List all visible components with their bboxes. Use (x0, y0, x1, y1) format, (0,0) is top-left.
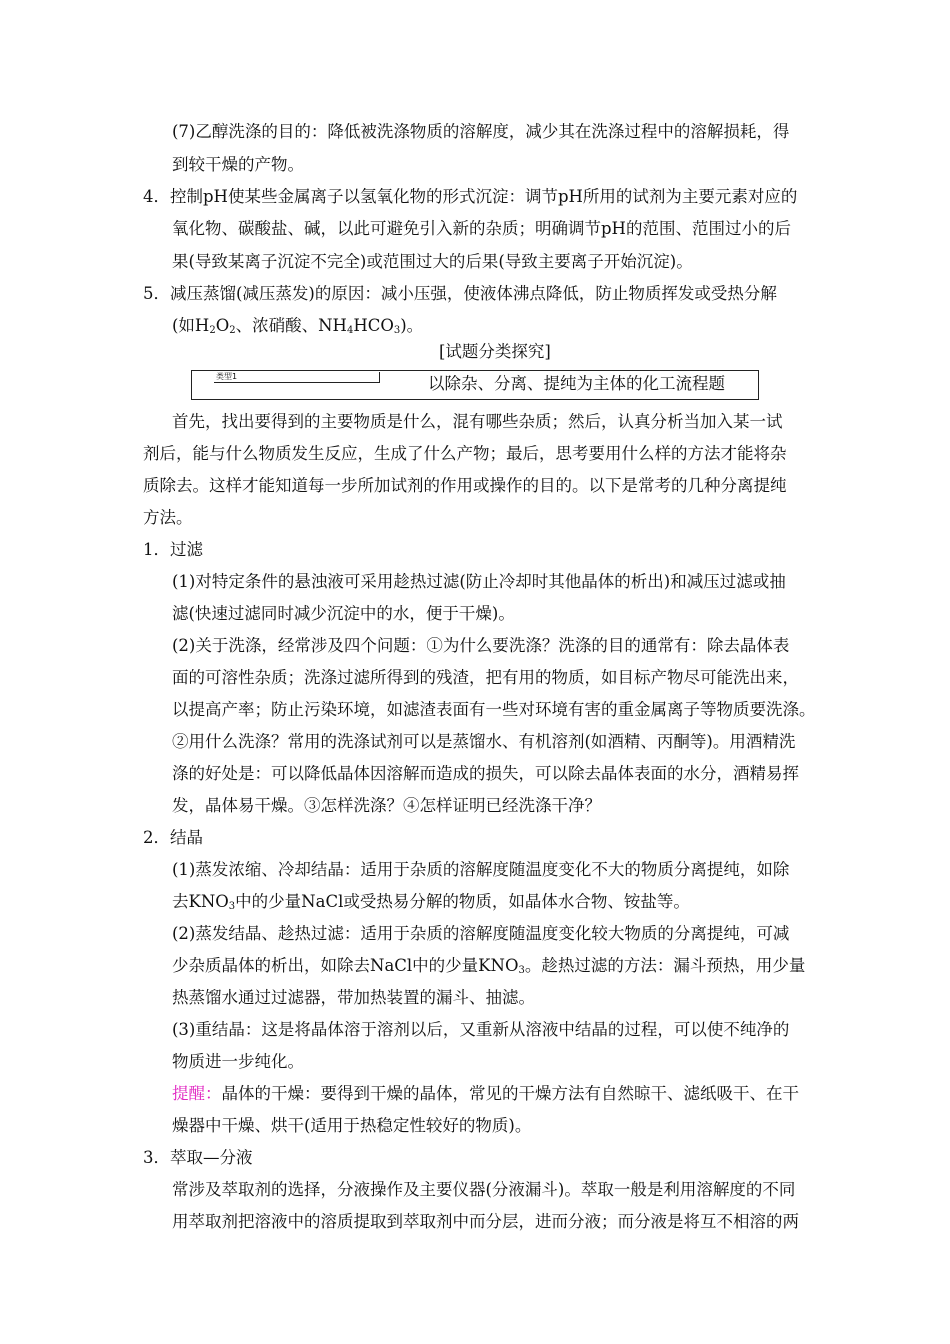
text-line: 用萃取剂把溶液中的溶质提取到萃取剂中而分层，进而分液；而分液是将互不相溶的两 (172, 1212, 799, 1231)
text-line: 物质进一步纯化。 (172, 1052, 304, 1071)
text-line: 3．萃取—分液 (143, 1148, 253, 1167)
text-line: 到较干燥的产物。 (172, 155, 304, 174)
text-line: 2．结晶 (143, 828, 203, 847)
text-line: 滤(快速过滤同时减少沉淀中的水，便于干燥)。 (172, 604, 515, 623)
text-line: (3)重结晶：这是将晶体溶于溶剂以后，又重新从溶液中结晶的过程，可以使不纯净的 (172, 1020, 790, 1039)
text-line: 常涉及萃取剂的选择，分液操作及主要仪器(分液漏斗)。萃取一般是利用溶解度的不同 (172, 1180, 796, 1199)
text-line: 面的可溶性杂质；洗涤过滤所得到的残渣，把有用的物质，如目标产物尽可能洗出来， (172, 668, 799, 687)
text-line: 涤的好处是：可以降低晶体因溶解而造成的损失，可以除去晶体表面的水分，酒精易挥 (172, 764, 799, 783)
text-line: 果(导致某离子沉淀不完全)或范围过大的后果(导致主要离子开始沉淀)。 (172, 252, 693, 271)
type-tag: 类型1 (214, 372, 380, 383)
text-line: 热蒸馏水通过过滤器，带加热装置的漏斗、抽滤。 (172, 988, 535, 1007)
text-line-vacuum-examples: (如$H_2O_2$、浓硝酸、$NH_4HCO_3$)。 (172, 316, 424, 336)
text-line: 以提高产率；防止污染环境，如滤渣表面有一些对环境有害的重金属离子等物质要洗涤。 (172, 700, 816, 719)
text-line-reminder: 提醒：晶体的干燥：要得到干燥的晶体，常见的干燥方法有自然晾干、滤纸吸干、在干 (172, 1084, 799, 1103)
text-line: 方法。 (143, 508, 193, 527)
text-line: (1)蒸发浓缩、冷却结晶：适用于杂质的溶解度随温度变化不大的物质分离提纯，如除 (172, 860, 790, 879)
text-line: 质除去。这样才能知道每一步所加试剂的作用或操作的目的。以下是常考的几种分离提纯 (143, 476, 787, 495)
text-line: 5．减压蒸馏(减压蒸发)的原因：减小压强，使液体沸点降低，防止物质挥发或受热分解 (143, 284, 777, 303)
text-line: 4．控制pH使某些金属离子以氢氧化物的形式沉淀：调节pH所用的试剂为主要元素对应的 (143, 187, 798, 206)
type-title: 以除杂、分离、提纯为主体的化工流程题 (428, 374, 725, 393)
text-line: (1)对特定条件的悬浊液可采用趁热过滤(防止冷却时其他晶体的析出)和减压过滤或抽 (172, 572, 786, 591)
section-heading: [试题分类探究] (439, 342, 551, 361)
text-line: (7)乙醇洗涤的目的：降低被洗涤物质的溶解度，减少其在洗涤过程中的溶解损耗，得 (172, 122, 790, 141)
text-line: (2)关于洗涤，经常涉及四个问题：①为什么要洗涤？洗涤的目的通常有：除去晶体表 (172, 636, 790, 655)
text-line: 1．过滤 (143, 540, 203, 559)
text-line-kno3: 去$KNO_3$中的少量NaCl或受热易分解的物质，如晶体水合物、铵盐等。 (172, 892, 690, 912)
reminder-label: 提醒： (172, 1084, 222, 1103)
text-line: 剂后，能与什么物质发生反应，生成了什么产物；最后，思考要用什么样的方法才能将杂 (143, 444, 787, 463)
text-line: 发，晶体易干燥。③怎样洗涤？④怎样证明已经洗涤干净？ (172, 796, 601, 815)
text-line: 首先，找出要得到的主要物质是什么，混有哪些杂质；然后，认真分析当加入某一试 (172, 412, 783, 431)
text-line-nacl: 少杂质晶体的析出，如除去NaCl中的少量$KNO_3$。趁热过滤的方法：漏斗预热，用少量 (172, 956, 806, 976)
question-type-banner (191, 370, 759, 400)
text-line: 氧化物、碳酸盐、碱，以此可避免引入新的杂质；明确调节pH的范围、范围过小的后 (172, 219, 791, 238)
text-line: ②用什么洗涤？常用的洗涤试剂可以是蒸馏水、有机溶剂(如酒精、丙酮等)。用酒精洗 (172, 732, 796, 751)
text-line: (2)蒸发结晶、趁热过滤：适用于杂质的溶解度随温度变化较大物质的分离提纯，可减 (172, 924, 790, 943)
text-line: 燥器中干燥、烘干(适用于热稳定性较好的物质)。 (172, 1116, 532, 1135)
